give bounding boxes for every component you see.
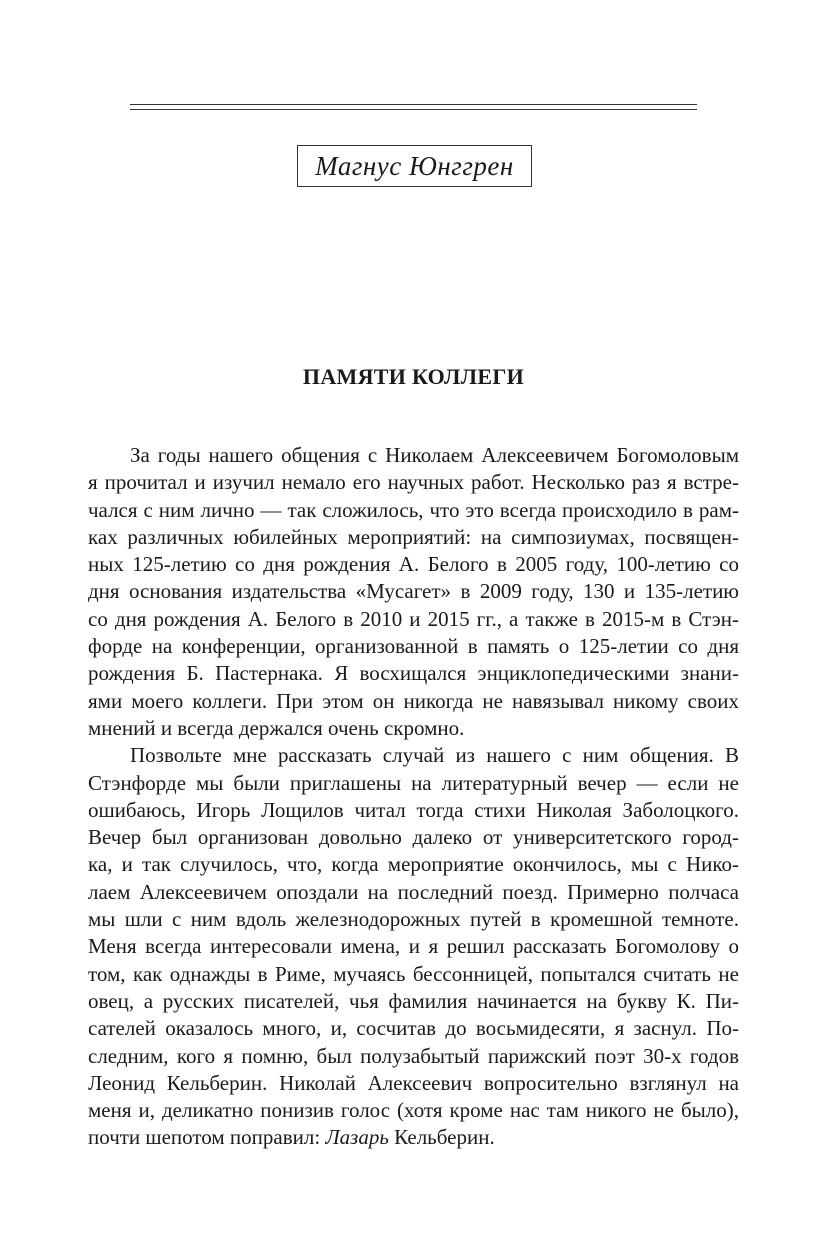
- text-line: Стэнфорде мы были приглашены на литературный вечер — если не: [88, 770, 739, 795]
- text-line: мнений и всегда держался очень скромно.: [88, 715, 465, 740]
- author-name: Магнус Юнггрен: [315, 150, 514, 181]
- paragraph-1: [88, 442, 739, 742]
- article-title: ПАМЯТИ КОЛЛЕГИ: [302, 364, 525, 389]
- text-line: ями моего коллеги. При этом он никогда не навязывал никому своих: [88, 688, 739, 713]
- text-line: мы шли с ним вдоль железнодорожных путей в кромешной темноте.: [88, 907, 739, 932]
- text-line: Позвольте мне рассказать случай из нашего с ним общения. В: [130, 743, 739, 768]
- text-line: том, как однажды в Риме, мучаясь бессонницей, попытался считать не: [88, 961, 739, 986]
- text-line: чался с ним лично — так сложилось, что это всегда происходило в рам-: [88, 497, 739, 522]
- author-name-box: [297, 145, 532, 187]
- text-line-final: [88, 1124, 739, 1151]
- text-line: ках различных юбилейных мероприятий: на симпозиумах, посвящен-: [88, 524, 739, 549]
- italic-name: Лазарь: [325, 1125, 389, 1150]
- text-line: меня и, деликатно понизив голос (хотя кроме нас там никого не было),: [88, 1098, 739, 1123]
- final-line-start: почти шепотом поправил:: [88, 1125, 326, 1150]
- text-line: Вечер был организован довольно далеко от университетского город-: [88, 825, 739, 850]
- text-line: ных 125-летию со дня рождения А. Белого в 2005 году, 100-летию со: [88, 552, 739, 577]
- text-line: рождения Б. Пастернака. Я восхищался энциклопедическими знани-: [88, 661, 739, 686]
- text-line: Леонид Кельберин. Николай Алексеевич вопросительно взглянул на: [88, 1070, 739, 1095]
- paragraph-2: [88, 742, 739, 1151]
- article-body: [88, 442, 739, 1152]
- text-line: я прочитал и изучил немало его научных работ. Несколько раз я встре-: [88, 470, 739, 495]
- text-line: ка, и так случилось, что, когда мероприятие окончилось, мы с Нико-: [88, 852, 739, 877]
- text-line: сателей оказалось много, и, сосчитав до восьмидесяти, я заснул. По-: [88, 1016, 739, 1041]
- text-line: Меня всегда интересовали имена, и я решил рассказать Богомолову о: [88, 934, 739, 959]
- text-line: дня основания издательства «Мусагет» в 2009 году, 130 и 135-летию: [88, 579, 739, 604]
- text-line: форде на конференции, организованной в память о 125-летии со дня: [88, 634, 739, 659]
- header-rule-top: [130, 104, 697, 105]
- text-line: следним, кого я помню, был полузабытый парижский поэт 30-х годов: [88, 1043, 739, 1068]
- text-line: со дня рождения А. Белого в 2010 и 2015 гг., а также в 2015-м в Стэн-: [88, 606, 739, 631]
- header-rule-bottom: [130, 109, 697, 110]
- final-line-end: Кельберин.: [388, 1125, 495, 1150]
- text-line: ошибаюсь, Игорь Лощилов читал тогда стихи Николая Заболоцкого.: [88, 797, 739, 822]
- text-line: За годы нашего общения с Николаем Алексеевичем Богомоловым: [130, 443, 739, 467]
- text-line: лаем Алексеевичем опоздали на последний поезд. Примерно полчаса: [88, 879, 739, 904]
- text-line: овец, а русских писателей, чья фамилия начинается на букву К. Пи-: [88, 988, 739, 1013]
